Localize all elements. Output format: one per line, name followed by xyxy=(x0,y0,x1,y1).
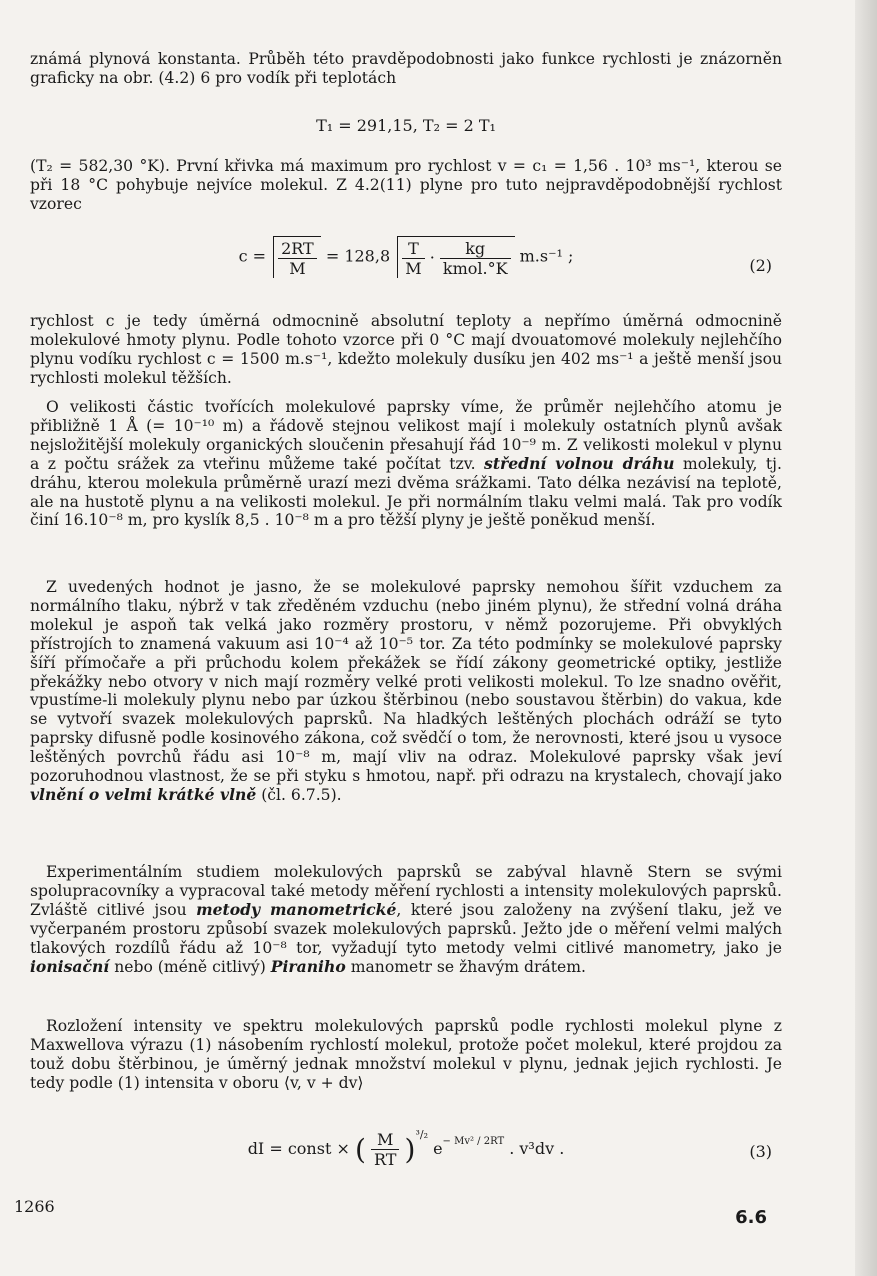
paragraph-4: O velikosti částic tvořících molekulové paprsky víme, že průměr nejlehčího atomu je přibližně 1 Å (= 10⁻¹⁰ m) a řádově stejnou velikost mají i molekuly ostatních plynů avšak nejsložitější molekuly organických sloučenin přesahují řád 10⁻⁹ m. Z velikosti molekul v plynu a z počtu srážek za vteřinu můžeme také počítat tzv. střední volnou dráhu molekuly, tj. dráhu, kterou molekula průměrně urazí mezi dvěma srážkami. Tato délka nezávisí na teplotě, ale na hustotě plynu a na velikosti molekul. Je při normálním tlaku velmi malá. Tak pro vodík činí 16.10⁻⁸ m, pro kyslík 8,5 . 10⁻⁸ m a pro těžší plyny je ještě poněkud menší. xyxy=(30,398,782,530)
paragraph-1: známá plynová konstanta. Průběh této pravděpodobnosti jako funkce rychlosti je znázorněn graficky na obr. (4.2) 6 pro vodík při teplotách xyxy=(30,50,782,87)
paragraph-2: (T₂ = 582,30 °K). První křivka má maximum pro rychlost v = c₁ = 1,56 . 10³ ms⁻¹, kterou se při 18 °C pohybuje nejvíce molekul. Z 4.2(11) plyne pro tuto nejpravděpodobnější rychlost vzorec xyxy=(30,157,782,213)
equation-number-2: (2) xyxy=(749,256,772,275)
paragraph-6: Experimentálním studiem molekulových paprsků se zabýval hlavně Stern se svými spolupracovníky a vypracoval také metody měření rychlosti a intensity molekulových paprsků. Zvláště citlivé jsou metody manometrické, které jsou založeny na zvýšení tlaku, jež ve vyčerpaném prostoru způsobí svazek molekulových paprsků. Ježto jde o měření velmi malých tlakových rozdílů řádu až 10⁻⁸ tor, vyžadují tyto metody velmi citlivé manometry, jako je ionisační nebo (méně citlivý) Piraniho manometr se žhavým drátem. xyxy=(30,863,782,976)
equation-number-3: (3) xyxy=(749,1142,772,1161)
paragraph-5: Z uvedených hodnot je jasno, že se molekulové paprsky nemohou šířit vzduchem za normálního tlaku, nýbrž v tak zředěném vzduchu (nebo jiném plynu), že střední volná dráha molekul je aspoň tak velká jako rozměry prostoru, v němž pozorujeme. Při obvyklých přístrojích to znamená vakuum asi 10⁻⁴ až 10⁻⁵ tor. Za této podmínky se molekulové paprsky šíří přímočaře a při průchodu kolem překážek se řídí zákony geometrické optiky, jestliže překážky nebo otvory v nich mají rozměry velké proti velikosti molekul. To lze snadno ověřit, vpustíme-li molekuly plynu nebo par úzkou štěrbinou (nebo soustavou štěrbin) do vakua, kde se vytvoří svazek molekulových paprsků. Na hladkých leštěných plochách odráží se tyto paprsky difusně podle kosinového zákona, což svědčí o tom, že nerovnosti, které jsou u vysoce leštěných povrchů řádu asi 10⁻⁸ m, mají vliv na odraz. Molekulové paprsky však jeví pozoruhodnou vlastnost, že se při styku s hmotou, např. při odrazu na krystalech, chovají jako vlnění o velmi krátké vlně (čl. 6.7.5). xyxy=(30,578,782,804)
term-manometric-methods: metody manometrické xyxy=(196,899,397,919)
section-number: 6.6 xyxy=(735,1207,767,1228)
sqrt-2: $\frac{T}{M}$ · $\frac{kg}{\text{kmol.°K}}$ xyxy=(397,236,514,278)
term-ionisation: ionisační xyxy=(30,956,110,976)
paragraph-7: Rozložení intensity ve spektru molekulových paprsků podle rychlosti molekul plyne z Maxwellova výrazu (1) násobením rychlostí molekul, protože počet molekul, které projdou za touž dobu štěrbinou, je úměrný jednak množství molekul v plynu, jednak jejich rychlosti. Je tedy podle (1) intensita v oboru ⟨v, v + dv⟩ xyxy=(30,1017,782,1092)
equation-temperatures: T₁ = 291,15, T₂ = 2 T₁ xyxy=(316,116,496,135)
paragraph-3: rychlost c je tedy úměrná odmocnině absolutní teploty a nepřímo úměrná odmocnině molekulové hmoty plynu. Podle tohoto vzorce při 0 °C mají dvouatomové molekuly nejlehčího plynu vodíku rychlost c = 1500 m.s⁻¹, kdežto molekuly dusíku jen 402 ms⁻¹ a ještě menší jsou rychlosti molekul těžších. xyxy=(30,312,782,387)
term-wave: vlnění o velmi krátké vlně xyxy=(30,784,257,804)
equation-2: c = $\frac{2RT}{M}$ = 128,8 $\frac{T}{M}$ · $\frac{kg}{\text{kmol.°K}}$ m.s⁻¹ ; (2) xyxy=(30,236,782,292)
term-mean-free-path: střední volnou dráhu xyxy=(484,453,675,473)
term-pirani: Piraniho xyxy=(270,956,346,976)
sqrt-1: $\frac{2RT}{M}$ xyxy=(273,236,321,278)
equation-3: dI = const × ( $\frac{M}{RT}$ )$^{^3/_2}$ $e^{- Mv^2 / 2RT}$ . v³dv . (3) xyxy=(247,1128,772,1169)
page-number: 1266 xyxy=(14,1197,55,1216)
page-edge-shadow xyxy=(855,0,877,1276)
